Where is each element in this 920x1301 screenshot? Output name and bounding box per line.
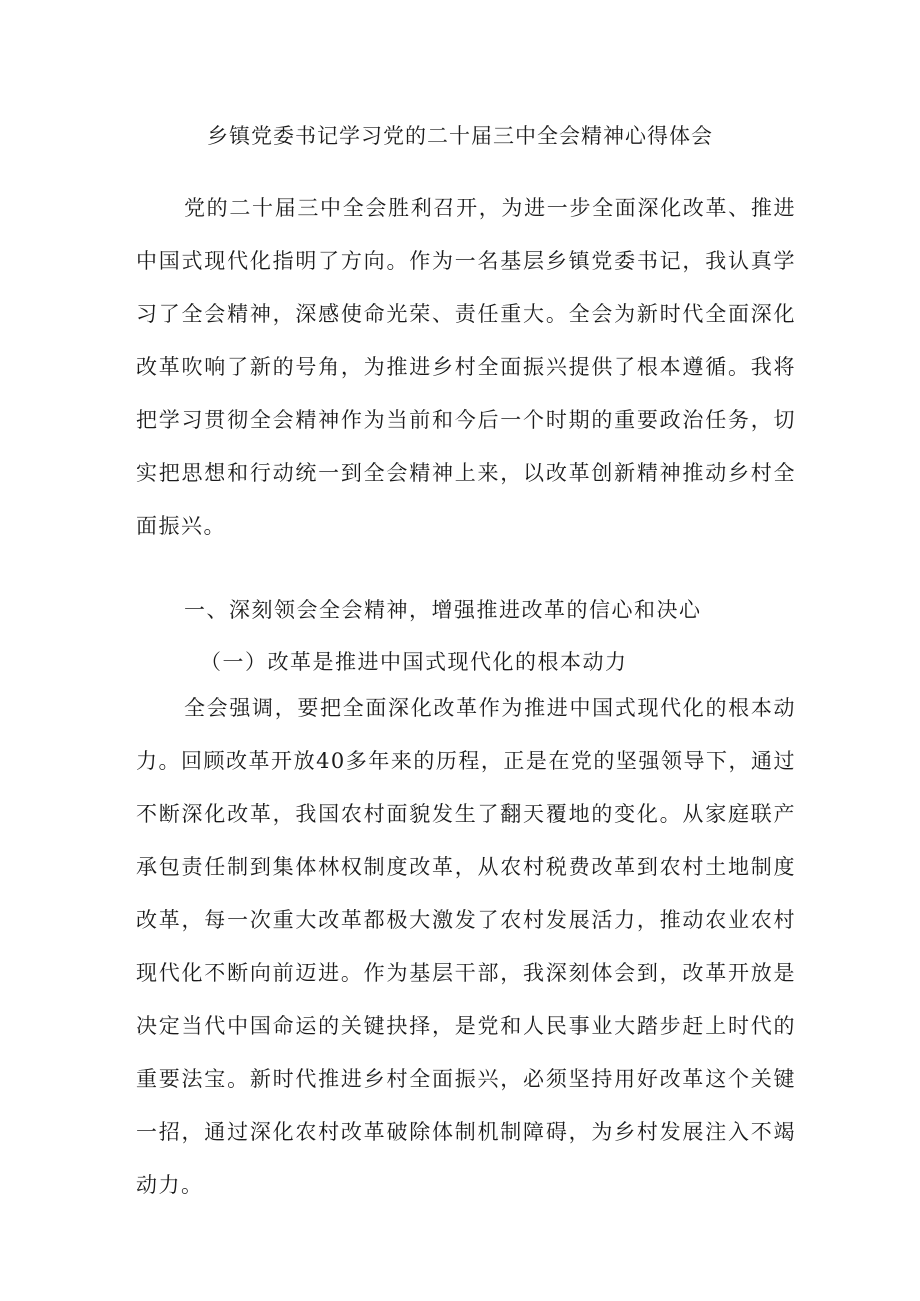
document-title: 乡镇党委书记学习党的二十届三中全会精神心得体会 [207, 124, 713, 148]
body-paragraph: 全会强调，要把全面深化改革作为推进中国式现代化的根本动力。回顾改革开放40多年来的历程，正是在党的坚强领导下，通过不断深化改革，我国农村面貌发生了翻天覆地的变化。从家庭联产承包责任制到集体林权制度改革，从农村税费改革到农村土地制度改革，每一次重大改革都极大激发了农村发展活力，推动农业农村现代化不断向前迈进。作为基层干部，我深刻体会到，改革开放是决定当代中国命运的关键抉择，是党和人民事业大踏步赶上时代的重要法宝。新时代推进乡村全面振兴，必须坚持用好改革这个关键一招，通过深化农村改革破除体制机制障碍，为乡村发展注入不竭动力。 [136, 696, 796, 1197]
section-heading: 一、深刻领会全会精神，增强推进改革的信心和决心 [184, 598, 702, 622]
subsection-heading: （一）改革是推进中国式现代化的根本动力 [200, 650, 628, 674]
intro-paragraph: 党的二十届三中全会胜利召开，为进一步全面深化改革、推进中国式现代化指明了方向。作为一名基层乡镇党委书记，我认真学习了全会精神，深感使命光荣、责任重大。全会为新时代全面深化改革吹响了新的号角，为推进乡村全面振兴提供了根本遵循。我将把学习贯彻全会精神作为当前和今后一个时期的重要政治任务，切实把思想和行动统一到全会精神上来，以改革创新精神推动乡村全面振兴。 [136, 196, 796, 538]
